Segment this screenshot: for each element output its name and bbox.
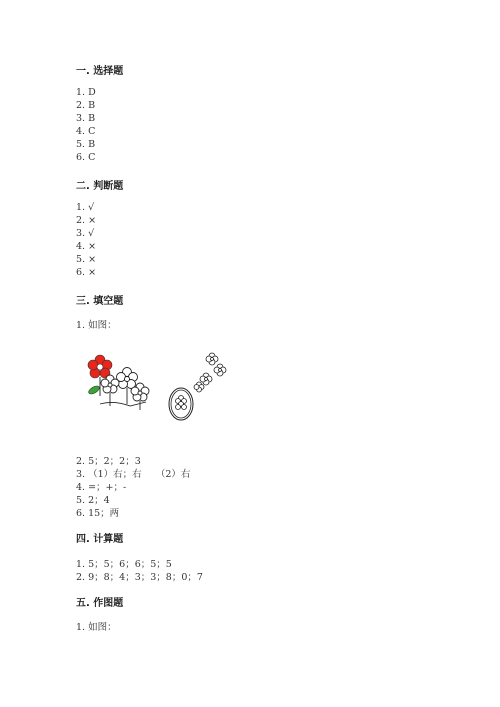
section-heading-judge: 二. 判断题 <box>76 181 124 192</box>
flowers-figure <box>80 346 240 432</box>
answer-line: 5. B <box>76 139 96 150</box>
green-leaf <box>87 384 100 395</box>
answer-line: 3. √ <box>76 228 95 239</box>
answer-intro: 1. 如图： <box>76 622 117 633</box>
small-flowers <box>194 353 226 392</box>
answer-line: 5. 2；4 <box>76 495 110 506</box>
answer-line: 6. × <box>76 267 97 278</box>
red-petal <box>88 360 98 370</box>
answer-line: 6. 15；两 <box>76 508 120 519</box>
section-heading-choice: 一. 选择题 <box>76 66 124 77</box>
answer-line: 1. √ <box>76 202 95 213</box>
answer-line: 6. C <box>76 152 96 163</box>
section-heading-calc: 四. 计算题 <box>76 534 124 545</box>
answer-line: 2. 5；2；2；3 <box>76 456 141 467</box>
answer-line: 5. × <box>76 254 97 265</box>
answer-line: 3. B <box>76 113 96 124</box>
answer-line: 4. C <box>76 126 96 137</box>
answer-line: 2. × <box>76 215 97 226</box>
answer-line: 4. =；+；- <box>76 482 127 493</box>
answer-line: 1. 5；5；6；6；5；5 <box>76 559 172 570</box>
answer-line: 3. （1）右；右 （2）右 <box>76 469 191 480</box>
section-heading-draw: 五. 作图题 <box>76 598 124 609</box>
section-heading-fill: 三. 填空题 <box>76 296 124 307</box>
answer-line: 2. B <box>76 100 96 111</box>
answer-line: 2. 9；8；4；3；3；8；0；7 <box>76 572 203 583</box>
oval-group <box>169 388 193 420</box>
answer-line: 1. D <box>76 87 96 98</box>
answer-intro: 1. 如图： <box>76 320 117 331</box>
answer-line: 4. × <box>76 241 97 252</box>
